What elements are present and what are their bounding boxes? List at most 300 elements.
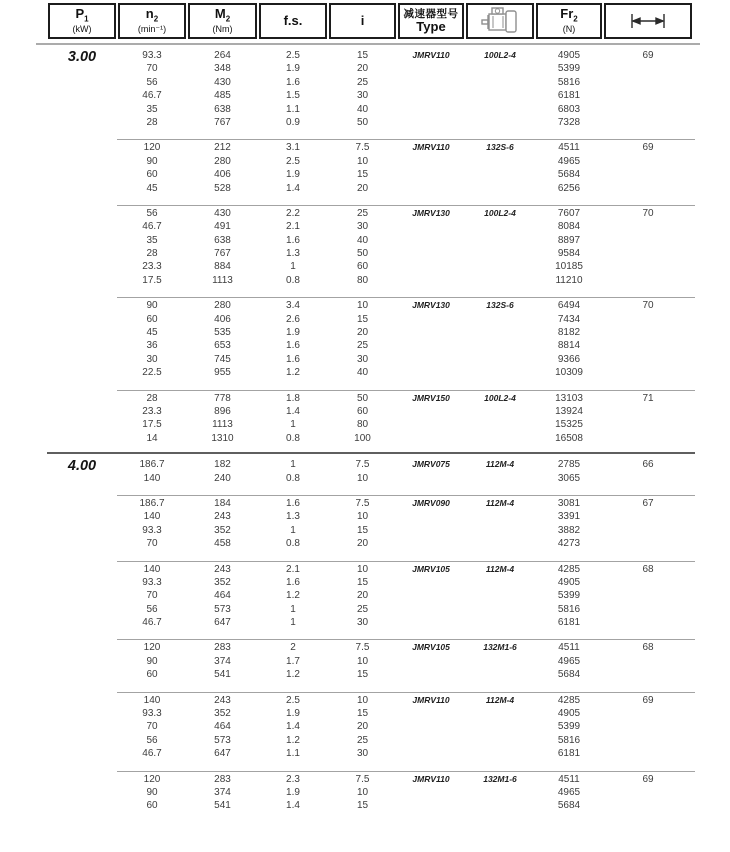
fs-cell: 1.9 <box>286 708 300 720</box>
m2-cell: 243 <box>214 563 231 575</box>
type-cell <box>397 234 465 247</box>
n2-cell: 140 <box>143 511 161 523</box>
motor-cell <box>465 589 535 602</box>
n2-cell: 186.7 <box>139 459 165 471</box>
motor-cell <box>465 432 535 445</box>
i-cell: 15 <box>356 708 369 720</box>
m2-cell: 745 <box>214 353 231 365</box>
fs-cell: 1.9 <box>286 327 300 339</box>
fr2-cell: 6181 <box>557 617 581 629</box>
table-row <box>117 799 695 812</box>
dim-cell <box>603 472 693 485</box>
dim-cell <box>603 103 693 116</box>
type-cell <box>397 366 465 379</box>
fr2-cell: 3391 <box>557 511 581 523</box>
i-cell: 30 <box>356 748 369 760</box>
type-cell <box>397 668 465 681</box>
m2-cell: 430 <box>214 76 231 88</box>
table-row <box>117 497 695 510</box>
m2-cell: 280 <box>214 300 231 312</box>
fs-cell: 3.1 <box>286 142 300 154</box>
fs-cell: 0.8 <box>286 432 300 444</box>
fs-cell: 1.3 <box>286 248 300 260</box>
power-section <box>47 452 695 813</box>
motor-cell <box>465 182 535 195</box>
dim-cell <box>603 313 693 326</box>
type-cell <box>397 472 465 485</box>
n2-cell: 93.3 <box>142 576 162 588</box>
type-cell <box>397 524 465 537</box>
fr2-cell: 3882 <box>557 524 581 536</box>
m2-cell: 541 <box>214 800 231 812</box>
fs-cell: 0.9 <box>286 116 300 128</box>
n2-cell: 56 <box>146 76 158 88</box>
fr2-cell: 5399 <box>557 590 581 602</box>
fr2-cell: 4511 <box>558 142 580 154</box>
col-header-type <box>398 3 464 39</box>
i-cell: 100 <box>354 432 371 444</box>
m2-cell: 767 <box>214 116 231 128</box>
table-row <box>117 524 695 537</box>
i-cell: 20 <box>356 63 369 75</box>
gearbox-block <box>117 771 695 813</box>
motor-cell <box>465 116 535 129</box>
type-cell: JMRV075 <box>412 459 450 470</box>
fs-cell: 1.1 <box>286 103 300 115</box>
dim-cell: 69 <box>642 773 654 785</box>
i-cell: 60 <box>356 261 369 273</box>
motor-cell <box>465 576 535 589</box>
fr2-cell: 8084 <box>557 221 581 233</box>
n2-cell: 56 <box>146 734 158 746</box>
table-row <box>117 563 695 576</box>
fs-cell: 1.6 <box>286 340 300 352</box>
motor-cell <box>465 616 535 629</box>
dim-cell <box>603 247 693 260</box>
fr2-cell: 5684 <box>557 169 581 181</box>
motor-cell: 132M1-6 <box>483 773 517 784</box>
dim-cell <box>603 576 693 589</box>
m2-cell: 528 <box>214 182 231 194</box>
i-cell: 40 <box>356 103 369 115</box>
dim-cell: 66 <box>642 459 654 471</box>
i-cell: 10 <box>356 655 369 667</box>
fr2-cell: 6256 <box>557 182 581 194</box>
type-cell <box>397 182 465 195</box>
fr2-cell: 6494 <box>557 300 581 312</box>
motor-cell <box>465 734 535 747</box>
n2-cell: 46.7 <box>142 748 162 760</box>
fs-cell: 1 <box>290 419 296 431</box>
table-row <box>117 603 695 616</box>
type-cell <box>397 589 465 602</box>
table-row <box>117 747 695 760</box>
type-cell <box>397 339 465 352</box>
fs-cell: 1.2 <box>286 590 300 602</box>
type-cell <box>397 116 465 129</box>
table-row <box>117 353 695 366</box>
motor-cell <box>465 707 535 720</box>
n2-cell: 60 <box>146 169 158 181</box>
table-row <box>117 49 695 62</box>
motor-cell: 100L2-4 <box>484 392 516 403</box>
motor-cell: 132S-6 <box>486 142 514 153</box>
m2-cell: 243 <box>214 694 231 706</box>
fs-cell: 1.2 <box>286 669 300 681</box>
dim-cell <box>603 76 693 89</box>
n2-cell: 90 <box>146 155 158 167</box>
m2-cell: 1113 <box>212 274 233 286</box>
m2-cell: 647 <box>214 617 231 629</box>
n2-cell: 46.7 <box>142 617 162 629</box>
m2-cell: 1113 <box>212 419 233 431</box>
fr2-cell: 5816 <box>557 603 581 615</box>
m2-cell: 352 <box>214 576 231 588</box>
fs-cell: 2.5 <box>286 155 300 167</box>
table-body <box>47 45 695 813</box>
motor-cell <box>465 274 535 287</box>
motor-cell: 112M-4 <box>485 459 515 470</box>
i-cell: 15 <box>356 800 369 812</box>
m2-cell: 884 <box>214 261 231 273</box>
n2-cell: 60 <box>146 313 158 325</box>
fr2-cell: 8814 <box>557 340 581 352</box>
m2-cell: 430 <box>214 207 231 219</box>
type-cell <box>397 655 465 668</box>
table-row <box>117 589 695 602</box>
fs-cell: 1.4 <box>286 800 300 812</box>
dim-cell <box>603 116 693 129</box>
type-cell <box>397 220 465 233</box>
motor-cell <box>465 339 535 352</box>
col-header-p1 <box>48 3 116 39</box>
dim-cell <box>603 366 693 379</box>
dim-cell <box>603 182 693 195</box>
i-cell: 7.5 <box>355 773 370 785</box>
fs-cell: 1.6 <box>286 76 300 88</box>
fs-cell: 1.4 <box>286 182 300 194</box>
power-section <box>47 47 695 445</box>
type-cell <box>397 432 465 445</box>
n2-cell: 140 <box>143 694 161 706</box>
table-row <box>117 510 695 523</box>
type-cell <box>397 720 465 733</box>
fr2-cell: 5684 <box>557 800 581 812</box>
table-row <box>117 260 695 273</box>
table-row <box>117 103 695 116</box>
n2-cell: 90 <box>146 300 158 312</box>
motor-cell <box>465 247 535 260</box>
dim-cell: 69 <box>642 142 654 154</box>
gearbox-block <box>117 561 695 630</box>
n2-cell: 90 <box>146 786 158 798</box>
i-cell: 25 <box>356 734 369 746</box>
dim-cell <box>603 537 693 550</box>
i-cell: 15 <box>356 169 369 181</box>
m2-cell: 348 <box>214 63 231 75</box>
fr2-cell: 10309 <box>555 367 583 379</box>
table-row <box>117 694 695 707</box>
motor-cell <box>465 76 535 89</box>
type-cell <box>397 260 465 273</box>
table-row <box>117 392 695 405</box>
n2-cell: 36 <box>146 340 158 352</box>
dim-cell <box>603 220 693 233</box>
i-cell: 60 <box>356 405 369 417</box>
m2-cell: 767 <box>214 248 231 260</box>
table-row <box>117 313 695 326</box>
type-cell <box>397 326 465 339</box>
type-cell <box>397 603 465 616</box>
fr2-cell: 4965 <box>557 655 581 667</box>
dim-cell <box>603 510 693 523</box>
m2-cell: 778 <box>214 392 231 404</box>
fr2-cell: 7328 <box>557 116 581 128</box>
type-cell <box>397 576 465 589</box>
n2-cell: 60 <box>146 669 158 681</box>
m2-symbol: $M_2$ <box>214 6 231 24</box>
dim-cell <box>603 418 693 431</box>
m2-cell: 1310 <box>211 432 234 444</box>
n2-cell: 70 <box>146 538 158 550</box>
motor-cell <box>465 313 535 326</box>
type-cell <box>397 616 465 629</box>
type-cell <box>397 168 465 181</box>
i-cell: 30 <box>356 90 369 102</box>
type-cell <box>397 786 465 799</box>
motor-cell <box>465 510 535 523</box>
col-header-i <box>329 3 396 39</box>
i-cell: 20 <box>356 590 369 602</box>
gearbox-block <box>117 297 695 379</box>
type-cell <box>397 76 465 89</box>
m2-cell: 896 <box>214 405 231 417</box>
table-row <box>117 62 695 75</box>
type-cell: JMRV110 <box>412 50 450 60</box>
type-cell: JMRV130 <box>412 207 450 218</box>
motor-cell <box>465 220 535 233</box>
section-blocks <box>117 458 695 813</box>
table-row <box>117 299 695 312</box>
m2-cell: 406 <box>214 169 231 181</box>
m2-cell: 573 <box>214 734 231 746</box>
fr2-cell: 9366 <box>557 353 581 365</box>
n2-cell: 17.5 <box>142 419 162 431</box>
dim-cell <box>603 747 693 760</box>
fs-cell: 1.1 <box>286 748 300 760</box>
i-cell: 15 <box>356 669 369 681</box>
table-row <box>117 220 695 233</box>
fr2-cell: 4285 <box>557 563 581 575</box>
table-row <box>117 207 695 220</box>
type-cell <box>397 62 465 75</box>
dim-cell <box>603 524 693 537</box>
m2-cell: 458 <box>214 538 231 550</box>
motor-cell: 112M-4 <box>485 694 515 705</box>
fr2-cell: 10185 <box>555 261 583 273</box>
n2-cell: 28 <box>146 248 158 260</box>
m2-cell: 243 <box>214 511 231 523</box>
fs-cell: 1.2 <box>286 367 300 379</box>
motor-cell <box>465 786 535 799</box>
m2-cell: 352 <box>214 708 231 720</box>
m2-cell: 485 <box>214 90 231 102</box>
type-cell <box>397 707 465 720</box>
fs-cell: 1 <box>290 603 296 615</box>
type-label-zh: 减速器型号 <box>403 7 459 20</box>
motor-cell <box>465 366 535 379</box>
section-blocks <box>117 49 695 445</box>
fs-cell: 2.6 <box>286 313 300 325</box>
motor-cell: 112M-4 <box>485 497 515 508</box>
m2-cell: 352 <box>214 524 231 536</box>
dim-cell: 70 <box>642 207 654 219</box>
table-row <box>117 155 695 168</box>
dim-cell <box>603 339 693 352</box>
motor-cell <box>465 655 535 668</box>
gearbox-block <box>117 692 695 761</box>
gearbox-block <box>117 139 695 195</box>
table-row <box>117 707 695 720</box>
n2-cell: 120 <box>143 642 161 654</box>
fs-cell: 1.8 <box>286 392 300 404</box>
type-cell <box>397 247 465 260</box>
fr2-cell: 6181 <box>557 90 581 102</box>
i-cell: 10 <box>356 694 369 706</box>
type-label-en: Type <box>416 18 446 34</box>
fs-cell: 2.2 <box>286 207 300 219</box>
dim-cell <box>603 799 693 812</box>
n2-cell: 23.3 <box>142 405 162 417</box>
i-cell: 20 <box>356 327 369 339</box>
table-row <box>117 773 695 786</box>
p1-value: 3.00 <box>67 49 97 65</box>
fs-cell: 0.8 <box>286 538 300 550</box>
i-cell: 25 <box>356 603 369 615</box>
fr2-cell: 4285 <box>557 694 581 706</box>
n2-cell: 17.5 <box>142 274 162 286</box>
type-cell: JMRV105 <box>412 642 450 653</box>
i-cell: 15 <box>356 313 369 325</box>
fr2-cell: 3081 <box>557 497 581 509</box>
fr2-cell: 15325 <box>555 419 583 431</box>
i-cell: 30 <box>356 617 369 629</box>
type-cell: JMRV110 <box>412 142 450 153</box>
gearbox-block <box>117 458 695 485</box>
motor-cell <box>465 234 535 247</box>
table-row <box>117 116 695 129</box>
motor-cell <box>465 472 535 485</box>
motor-cell <box>465 62 535 75</box>
table-row <box>117 786 695 799</box>
n2-cell: 28 <box>146 116 158 128</box>
i-cell: 10 <box>356 786 369 798</box>
n2-cell: 140 <box>143 472 161 484</box>
m2-cell: 264 <box>214 50 231 61</box>
table-row <box>117 326 695 339</box>
fr2-cell: 5684 <box>557 669 581 681</box>
dim-cell <box>603 274 693 287</box>
gearbox-block <box>117 390 695 446</box>
table-row <box>117 274 695 287</box>
table-row <box>117 89 695 102</box>
type-cell <box>397 537 465 550</box>
m2-cell: 280 <box>214 155 231 167</box>
fr2-cell: 6181 <box>557 748 581 760</box>
fr2-symbol: $Fr_2$ <box>560 6 578 24</box>
i-cell: 15 <box>356 576 369 588</box>
fs-cell: 0.8 <box>286 472 300 484</box>
motor-cell <box>465 89 535 102</box>
n2-cell: 93.3 <box>142 50 162 61</box>
p1-symbol: $P_1$ <box>75 6 89 24</box>
i-symbol: i <box>360 13 365 29</box>
n2-cell: 60 <box>146 800 158 812</box>
fs-cell: 2.3 <box>286 773 300 785</box>
fs-cell: 1.4 <box>286 721 300 733</box>
n2-cell: 28 <box>146 392 158 404</box>
fs-cell: 1 <box>290 459 296 471</box>
motor-cell <box>465 103 535 116</box>
col-header-dim <box>604 3 692 39</box>
col-header-m2 <box>188 3 257 39</box>
fr2-cell: 6803 <box>557 103 581 115</box>
m2-cell: 283 <box>214 642 231 654</box>
fr2-cell: 5399 <box>557 63 581 75</box>
i-cell: 20 <box>356 538 369 550</box>
fr2-cell: 7434 <box>557 313 581 325</box>
table-row <box>117 734 695 747</box>
i-cell: 10 <box>356 563 369 575</box>
dim-cell: 70 <box>642 300 654 312</box>
dim-cell <box>603 260 693 273</box>
gearbox-block <box>117 49 695 129</box>
i-cell: 80 <box>356 274 369 286</box>
i-cell: 50 <box>356 248 369 260</box>
fr2-cell: 11210 <box>555 274 583 286</box>
n2-cell: 70 <box>146 590 158 602</box>
fs-cell: 2.1 <box>286 563 300 575</box>
table-row <box>117 234 695 247</box>
fr2-cell: 3065 <box>557 472 581 484</box>
fr2-cell: 4511 <box>558 773 580 785</box>
table-row <box>117 655 695 668</box>
table-row <box>117 182 695 195</box>
m2-cell: 955 <box>214 367 231 379</box>
n2-cell: 22.5 <box>142 367 162 379</box>
dim-cell <box>603 168 693 181</box>
table-row <box>117 616 695 629</box>
fs-cell: 1 <box>290 261 296 273</box>
i-cell: 40 <box>356 234 369 246</box>
fs-cell: 1.3 <box>286 511 300 523</box>
dim-cell <box>603 616 693 629</box>
fs-cell: 1.9 <box>286 169 300 181</box>
table-row <box>117 432 695 445</box>
p1-unit: (kW) <box>72 24 92 35</box>
fs-cell: 1.4 <box>286 405 300 417</box>
fr2-cell: 4965 <box>557 786 581 798</box>
fr2-cell: 4511 <box>558 642 580 654</box>
table-row <box>117 576 695 589</box>
m2-cell: 647 <box>214 748 231 760</box>
fr2-cell: 8897 <box>557 234 581 246</box>
type-cell <box>397 103 465 116</box>
fs-cell: 3.4 <box>286 300 300 312</box>
i-cell: 25 <box>356 340 369 352</box>
motor-cell <box>465 799 535 812</box>
fr2-cell: 5816 <box>557 76 581 88</box>
